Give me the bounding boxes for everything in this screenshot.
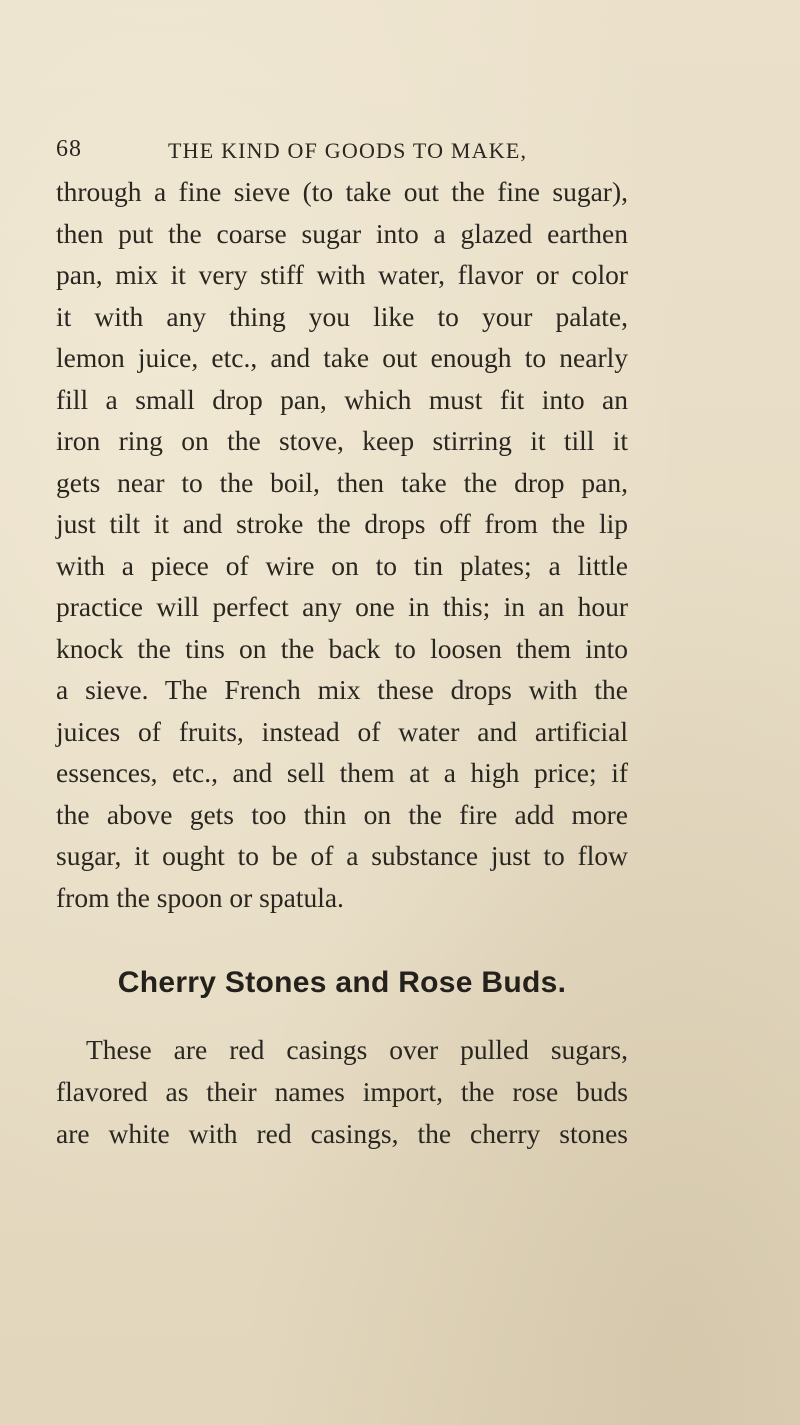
text-line: essences, etc., and sell them at a high price; if	[56, 757, 628, 788]
text-line: iron ring on the stove, keep stirring it till it	[56, 425, 628, 456]
text-line: gets near to the boil, then take the drop pan,	[56, 466, 628, 498]
text-line: from the spoon or spatula.	[56, 881, 344, 913]
running-head	[56, 136, 636, 176]
page-number: 68	[56, 136, 82, 162]
text-line: a sieve. The French mix these drops with the	[56, 674, 628, 705]
text-line: just tilt it and stroke the drops off from the lip	[56, 508, 628, 539]
text-line: sugar, it ought to be of a substance just to flow	[56, 840, 628, 871]
text-line: then put the coarse sugar into a glazed earthen	[56, 217, 628, 249]
text-line: practice will perfect any one in this; in an hour	[56, 591, 628, 622]
text-line: with a piece of wire on to tin plates; a little	[56, 549, 628, 581]
text-line: the above gets too thin on the fire add more	[56, 798, 628, 830]
text-line: are white with red casings, the cherry stones	[56, 1118, 628, 1149]
text-line: These are red casings over pulled sugars,	[86, 1034, 628, 1065]
text-line: lemon juice, etc., and take out enough to nearly	[56, 342, 628, 373]
section-heading: Cherry Stones and Rose Buds.	[117, 966, 567, 999]
text-line: through a fine sieve (to take out the fine sugar),	[56, 176, 628, 207]
text-line: pan, mix it very stiff with water, flavor or color	[56, 259, 628, 290]
section-paragraph	[56, 1029, 628, 1155]
text-line: flavored as their names import, the rose buds	[56, 1076, 628, 1107]
text-line: knock the tins on the back to loosen them into	[56, 632, 628, 664]
text-line: fill a small drop pan, which must fit into an	[56, 383, 628, 415]
running-title: THE KIND OF GOODS TO MAKE,	[168, 138, 528, 163]
body-paragraph	[56, 171, 628, 918]
text-line: it with any thing you like to your palate,	[56, 300, 628, 332]
text-line: juices of fruits, instead of water and artificial	[56, 715, 628, 747]
